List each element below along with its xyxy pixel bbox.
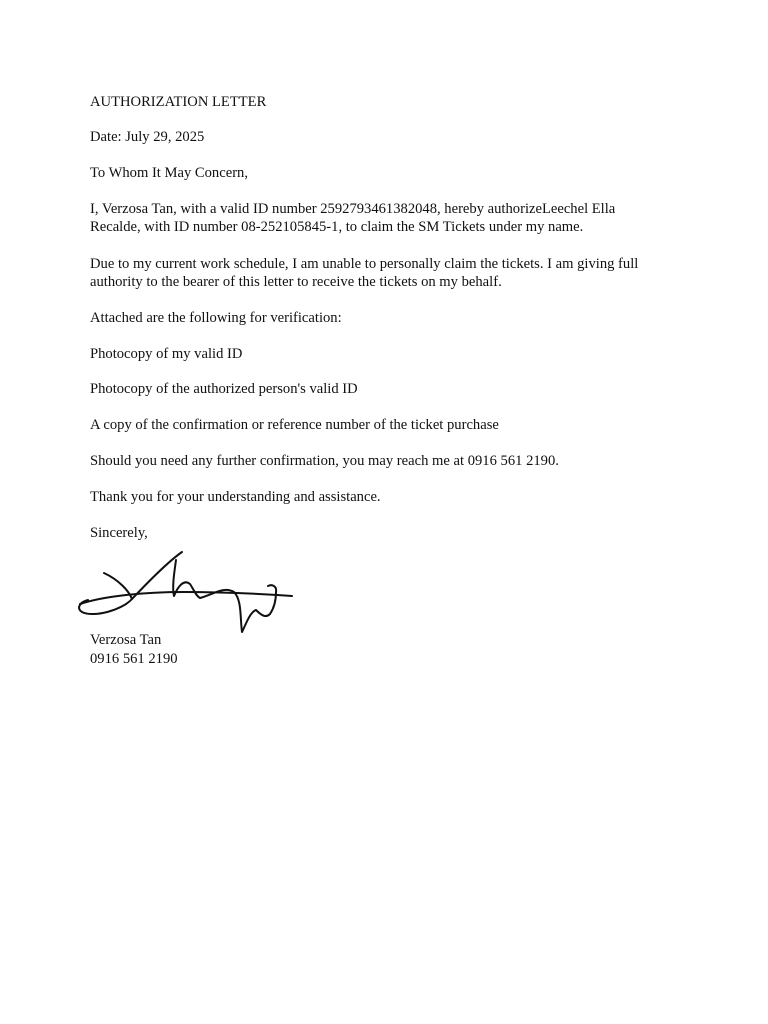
thanks-paragraph: Thank you for your understanding and assistance.: [90, 489, 381, 505]
letter-title: AUTHORIZATION LETTER: [90, 94, 267, 110]
reason-paragraph: Due to my current work schedule, I am unable to personally claim the tickets. I am giving full authority to the bearer of this letter to receive the tickets on my behalf.: [90, 256, 639, 290]
letter-date: Date: July 29, 2025: [90, 129, 205, 145]
attachment-item: A copy of the confirmation or reference number of the ticket purchase: [90, 417, 499, 433]
authorization-paragraph: I, Verzosa Tan, with a valid ID number 2592793461382048, hereby authorizeLeechel Ella Recalde, with ID number 08-252105845-1, to claim the SM Tickets under my name.: [90, 201, 616, 235]
salutation: To Whom It May Concern,: [90, 165, 248, 181]
attachment-item: Photocopy of my valid ID: [90, 346, 243, 362]
signature-icon: [74, 546, 298, 640]
attachment-item: Photocopy of the authorized person's valid ID: [90, 381, 358, 397]
closing: Sincerely,: [90, 525, 148, 541]
signer-name: Verzosa Tan: [90, 632, 162, 648]
contact-paragraph: Should you need any further confirmation, you may reach me at 0916 561 2190.: [90, 453, 559, 469]
attachments-intro: Attached are the following for verification:: [90, 310, 342, 326]
signer-phone: 0916 561 2190: [90, 651, 178, 667]
